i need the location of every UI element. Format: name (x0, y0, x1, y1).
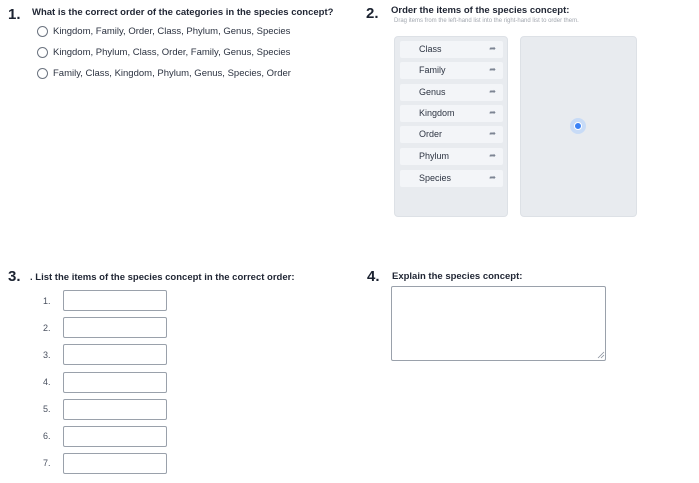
answer-input-2[interactable] (63, 317, 167, 338)
answer-number: 7. (43, 458, 51, 468)
question-4-title: Explain the species concept: (392, 271, 523, 282)
question-1-number: 1. (8, 6, 21, 23)
drag-item-species[interactable] (400, 170, 503, 187)
drag-item-label: Phylum (419, 151, 450, 161)
drag-item-kingdom[interactable] (400, 105, 503, 122)
answer-input-4[interactable] (63, 372, 167, 393)
resize-handle-icon[interactable] (597, 351, 605, 359)
answer-input-1[interactable] (63, 290, 167, 311)
answer-input-6[interactable] (63, 426, 167, 447)
answer-input-5[interactable] (63, 399, 167, 420)
drag-item-genus[interactable] (400, 84, 503, 101)
answer-number: 4. (43, 377, 51, 387)
question-4-number: 4. (367, 268, 380, 285)
arrow-right-icon[interactable]: ➦ (489, 87, 496, 96)
drag-item-label: Kingdom (419, 108, 455, 118)
radio-option-2[interactable] (37, 45, 290, 59)
answer-input-7[interactable] (63, 453, 167, 474)
question-2-number: 2. (366, 5, 379, 22)
arrow-right-icon[interactable]: ➦ (489, 108, 496, 117)
answer-input-3[interactable] (63, 344, 167, 365)
question-1-title: What is the correct order of the categories in the species concept? (32, 7, 334, 18)
answer-number: 3. (43, 350, 51, 360)
radio-option-3[interactable] (37, 66, 291, 80)
drag-item-label: Species (419, 173, 452, 183)
radio-button[interactable] (37, 47, 48, 58)
drag-item-label: Class (419, 44, 442, 54)
drag-item-label: Order (419, 129, 443, 139)
answer-number: 1. (43, 296, 51, 306)
arrow-right-icon[interactable]: ➦ (489, 65, 496, 74)
radio-option-label[interactable]: Kingdom, Phylum, Class, Order, Family, Genus, Species (53, 46, 291, 58)
radio-button[interactable] (37, 26, 48, 37)
drag-item-phylum[interactable] (400, 148, 503, 165)
radio-button[interactable] (37, 68, 48, 79)
radio-option-1[interactable] (37, 24, 290, 38)
answer-number: 6. (43, 431, 51, 441)
arrow-right-icon[interactable]: ➦ (489, 151, 496, 160)
radio-option-label[interactable]: Kingdom, Family, Order, Class, Phylum, Genus, Species (53, 25, 291, 37)
drag-item-family[interactable] (400, 62, 503, 79)
answer-number: 5. (43, 404, 51, 414)
radio-option-label[interactable]: Family, Class, Kingdom, Phylum, Genus, Species, Order (53, 67, 291, 79)
explanation-textarea[interactable] (391, 286, 606, 361)
arrow-right-icon[interactable]: ➦ (489, 173, 496, 182)
arrow-right-icon[interactable]: ➦ (489, 44, 496, 53)
arrow-right-icon[interactable]: ➦ (489, 129, 496, 138)
question-3-number: 3. (8, 268, 21, 285)
drag-item-label: Genus (419, 87, 446, 97)
question-2-hint: Drag items from the left-hand list into the right-hand list to order them. (394, 18, 579, 24)
drop-target-indicator[interactable] (570, 118, 586, 134)
drag-item-label: Family (419, 65, 446, 75)
question-3-title: . List the items of the species concept in the correct order: (30, 272, 295, 283)
answer-number: 2. (43, 323, 51, 333)
drag-item-class[interactable] (400, 41, 503, 58)
question-2-title: Order the items of the species concept: (391, 5, 570, 16)
drop-target-dot (574, 122, 582, 130)
drag-item-order[interactable] (400, 126, 503, 143)
